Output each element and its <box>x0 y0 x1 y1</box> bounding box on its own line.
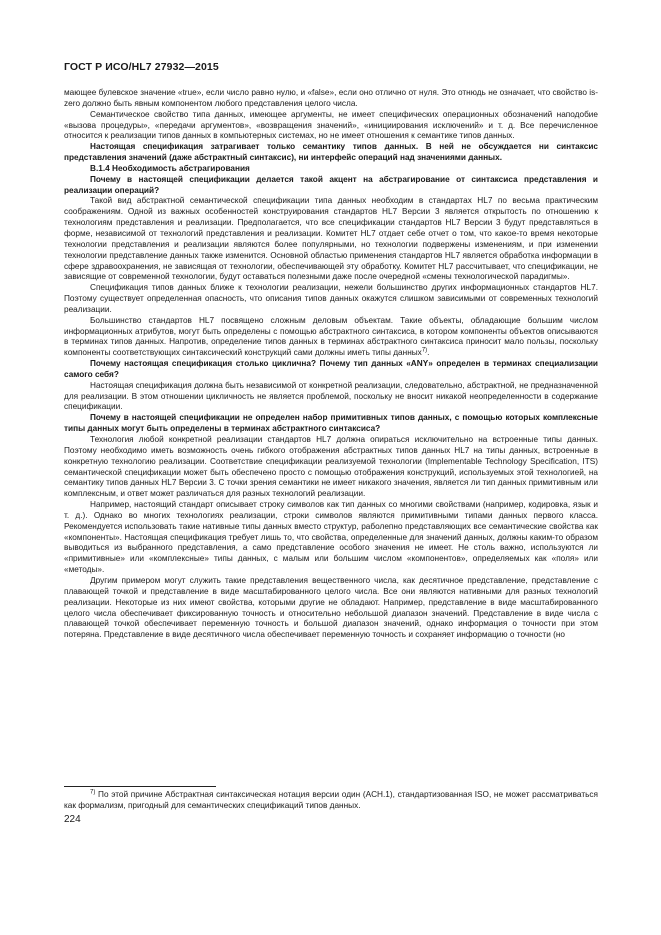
paragraph: Настоящая спецификация должна быть независимой от конкретной реализации, следовательно, абстрактной, не предназначенной для реализации. В этом отношении цикличность не является проблемой, поскольку не вносит никакой неопределенности в содержание спецификации. <box>64 380 598 412</box>
footnote-marker: 7) <box>90 789 96 796</box>
paragraph: Спецификация типов данных ближе к технологии реализации, нежели большинство других информационных стандартов HL7. Поэтому существует определенная опасность, что описания типов данных окажутся слишком зависимыми от современных технологий реализации. <box>64 283 598 314</box>
footnote-divider <box>64 786 216 787</box>
page-header: ГОСТ Р ИСО/HL7 27932—2015 <box>64 61 219 73</box>
question-heading: Почему в настоящей спецификации не определен набор примитивных типов данных, с помощью которых комплексные типы данных могут быть определены в терминах абстрактного синтаксиса? <box>64 413 598 434</box>
footnote-text: По этой причине Абстрактная синтаксическая нотация версии один (ACH.1), стандартизованная ISO, не может рассматриваться как формализм, пригодный для семантических спецификаций типов данных. <box>64 790 598 810</box>
footnote-area <box>64 786 598 812</box>
paragraph-text: Большинство стандартов HL7 посвящено сложным деловым объектам. Такие объекты, обладающие большим числом информационных атрибутов, могут быть определены с помощью абстрактного синтаксиса, в котором компоненты объектов описываются в терминах типов данных. Напротив, определение типов данных в терминах абстрактного синтаксиса приносит мало пользы, поскольку компоненты соответствующих синтаксический конструкций сами должны иметь типы данных <box>64 315 598 358</box>
page-number: 224 <box>64 814 81 825</box>
paragraph: Такой вид абстрактной семантической спецификации типа данных необходим в стандартах HL7 по весьма практическим соображениям. Одной из важных особенностей конструирования стандартов HL7 Версии 3 является открытость по отношению к технологиям представления и реализации. Предполагается, что все спецификации стандартов HL7 Версии 3 будут представляться в форме, независимой от технологий представления и реализации. Комитет HL7 отдает себе отчет о том, что какое-то время некоторые технологии представления и реализации являются более популярными, но технологии подвержены изменениям, и при изменении технологии представление данных также изменится. Основной областью применения стандартов HL7 является обработка информации в сфере здравоохранения, не зависящая от технологии, обеспечивающей эту обработку. Комитет HL7 рассчитывает, что спецификации, не зависящие от современной технологии, будут оставаться полезными даже после очередной «смены технологической парадигмы». <box>64 196 598 282</box>
paragraph: мающее булевское значение «true», если число равно нулю, и «false», если оно отлично от нуля. Это отнюдь не означает, что свойство is-zero должно быть явным компонентом любого представления целого числа. <box>64 88 598 108</box>
section-heading: B.1.4 Необходимость абстрагирования <box>90 163 250 173</box>
footnote-ref[interactable]: 7) <box>421 347 428 354</box>
body-text <box>64 88 598 641</box>
paragraph <box>64 316 598 359</box>
paragraph-end: . <box>427 348 430 358</box>
paragraph-bold: Настоящая спецификация затрагивает только семантику типов данных. В ней не обсуждается ни синтаксис представления значений (даже абстрактный синтаксис), ни интерфейс операций над значениями данных. <box>64 142 598 163</box>
paragraph: Например, настоящий стандарт описывает строку символов как тип данных со многими свойствами (например, кодировка, язык и т. д.). Однако во многих технологиях реализации, строки символов являются примитивными типами данных первого класса. Рекомендуется использовать такие нативные типы данных вместо структур, раболепно представляющих все семантические свойства как «компоненты». Настоящая спецификация требует лишь то, что свойства, определенные для значений данных, должны каким-то образом выводиться из выбранного представления, а само представление особого значения не имеет. Не столь важно, используются ли «примитивные» или «комплексные» типы данных, с малым или большим числом «компонентов», определяемых как «поля» или «методы». <box>64 500 598 575</box>
paragraph: Семантическое свойство типа данных, имеющее аргументы, не имеет специфических операционных обозначений наподобие «вызова процедуры», «передачи аргументов», «возвращения значений», «инициирования исключений» и т. д. Все перечисленное относится к реализации типов данных в компьютерных системах, но не имеет отношения к семантике типов данных. <box>64 109 598 141</box>
question-heading: Почему настоящая спецификация столько циклична? Почему тип данных «ANY» определен в терминах специализации самого себя? <box>64 359 598 379</box>
paragraph: Технология любой конкретной реализации стандартов HL7 должна опираться исключительно на встроенные типы данных. Поэтому необходимо иметь возможность очень гибкого отображения абстрактных типов данных HL7 на типы данных, встроенные в конкретную технологию реализации. Соответствие спецификации реализуемой технологии (Implementable Technology Specification, ITS) семантической спецификации может быть обеспечено просто с помощью отображения конструкций, используемых этой технологией, на семантику типов данных HL7 Версии 3. С точки зрения семантики не имеет никакого значения, является ли тип данных примитивным или комплексным, и ответ может различаться для разных технологий реализации. <box>64 435 598 499</box>
question-heading: Почему в настоящей спецификации делается такой акцент на абстрагирование от синтаксиса представления и реализации операций? <box>64 174 598 195</box>
footnote <box>64 790 598 812</box>
paragraph: Другим примером могут служить такие представления вещественного числа, как десятичное представление, представление с плавающей точкой и представление в виде масштабированного целого числа. Все они являются нативными для разных технологий реализации. Некоторые из них имеют свойства, которыми другие не обладают. Например, представление в виде масштабированного целого числа обеспечивает фиксированную точность и относительно небольшой диапазон значений. Представление в виде числа с плавающей точкой обеспечивает переменную точность и большой диапазон значений, однако информация о точности при этом потеряна. Представление в виде десятичного числа обеспечивает переменную точность и сохраняет информацию о точности (но <box>64 575 598 640</box>
